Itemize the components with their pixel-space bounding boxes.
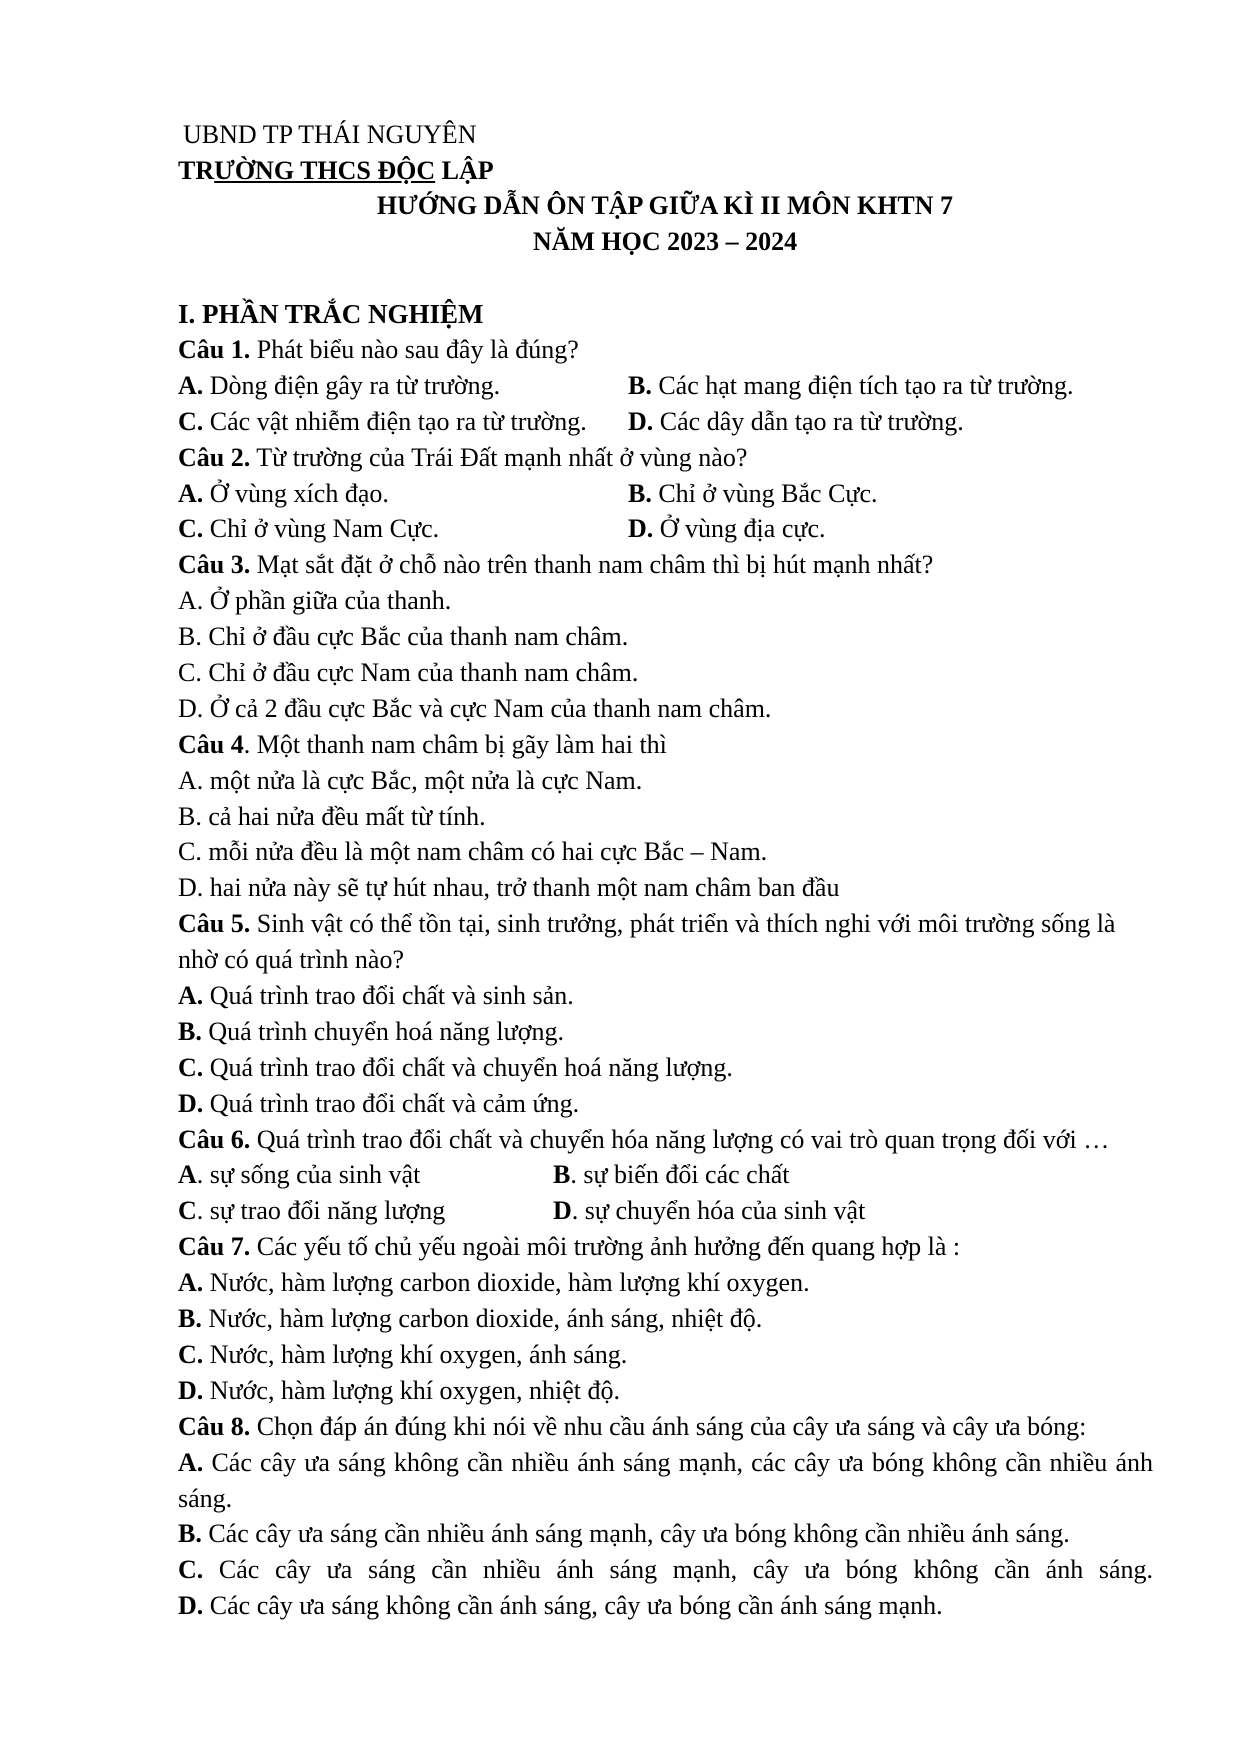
header-org: UBND TP THÁI NGUYÊN [183, 120, 477, 149]
option-label: A. [178, 1447, 204, 1477]
option-d: D. hai nửa này sẽ tự hút nhau, trở thanh một nam châm ban đầu [178, 873, 840, 903]
option-c [178, 1196, 445, 1225]
questions [178, 332, 1153, 1624]
option-a [178, 1160, 420, 1189]
option-label: A. [178, 370, 204, 400]
option-text: Các vật nhiễm điện tạo ra từ trường. [203, 406, 587, 436]
option-c [178, 1552, 1153, 1588]
option-label: C. [178, 1555, 204, 1585]
option-text: Dòng điện gây ra từ trường. [203, 370, 501, 400]
option-text: . sự chuyển hóa của sinh vật [571, 1196, 866, 1226]
option-text: Nước, hàm lượng khí oxygen, ánh sáng. [203, 1339, 628, 1369]
school-pre: TR [178, 156, 215, 185]
option-text: Quá trình trao đổi chất và sinh sản. [203, 981, 574, 1011]
question-number: Câu 6. [178, 1124, 251, 1154]
option-label: D. [628, 514, 654, 544]
option-b [628, 476, 878, 512]
option-a [178, 479, 389, 508]
question-2 [178, 440, 1153, 476]
option-text: Các dây dẫn tạo ra từ trường. [653, 406, 964, 436]
option-row [178, 476, 1153, 512]
option-label: B. [178, 1016, 202, 1046]
option-a: A. một nửa là cực Bắc, một nửa là cực Nam. [178, 765, 643, 795]
option-label: B. [178, 1304, 202, 1334]
question-number: Câu 8. [178, 1411, 251, 1441]
option-c: C. mỗi nửa đều là một nam châm có hai cực Bắc – Nam. [178, 837, 768, 867]
option-label: A. [178, 981, 204, 1011]
question-5 [178, 906, 1153, 942]
option-text: Chỉ ở vùng Nam Cực. [203, 514, 440, 544]
option-label: A. [178, 478, 204, 508]
option-c [178, 407, 587, 436]
option-text: . sự sống của sinh vật [196, 1160, 421, 1190]
option-text: Nước, hàm lượng carbon dioxide, hàm lượng khí oxygen. [203, 1268, 810, 1298]
option-a [178, 1265, 1153, 1301]
option-label: C. [178, 514, 204, 544]
option-label: C. [178, 406, 204, 436]
option-d [628, 404, 964, 440]
question-text: Từ trường của Trái Đất mạnh nhất ở vùng nào? [250, 442, 748, 472]
option-text: Ở vùng xích đạo. [203, 478, 389, 508]
question-text: Phát biểu nào sau đây là đúng? [250, 335, 579, 364]
option-d [628, 511, 826, 547]
option-text: Chỉ ở vùng Bắc Cực. [651, 478, 878, 508]
option-label: A [178, 1160, 197, 1190]
question-3 [178, 547, 1153, 583]
option-row [178, 511, 1153, 547]
option-label: D. [178, 1088, 204, 1118]
option-text: Các cây ưa sáng cần nhiều ánh sáng mạnh, cây ưa bóng không cần nhiều ánh sáng. [201, 1519, 1070, 1549]
header-school [178, 154, 494, 188]
option-text: Quá trình chuyển hoá năng lượng. [201, 1016, 564, 1046]
option-d [178, 1086, 1153, 1122]
section-heading: I. PHẦN TRẮC NGHIỆM [178, 299, 484, 329]
option-text: Nước, hàm lượng khí oxygen, nhiệt độ. [203, 1375, 621, 1405]
option-label: C. [178, 1052, 204, 1082]
option-label: C. [178, 1339, 204, 1369]
option-row [178, 404, 1153, 440]
option-label: B [553, 1160, 571, 1190]
option-a: A. Ở phần giữa của thanh. [178, 586, 452, 616]
school-year: NĂM HỌC 2023 – 2024 [532, 227, 798, 256]
option-b [178, 1516, 1153, 1552]
option-row [178, 368, 1153, 404]
question-text: Quá trình trao đổi chất và chuyển hóa năng lượng có vai trò quan trọng đối với … [250, 1124, 1110, 1154]
option-c [178, 1337, 1153, 1373]
option-label: B. [628, 370, 652, 400]
question-text: Các yếu tố chủ yếu ngoài môi trường ảnh hưởng đến quang hợp là : [250, 1232, 961, 1262]
option-d [178, 1588, 1153, 1624]
option-c [178, 1050, 1153, 1086]
question-1 [178, 332, 1153, 368]
question-4 [178, 727, 1153, 763]
option-text: Ở vùng địa cực. [653, 514, 826, 544]
option-a [178, 978, 1153, 1014]
option-label: B. [178, 1519, 202, 1549]
question-text-continued: nhờ có quá trình nào? [178, 945, 405, 975]
option-label: D [553, 1196, 572, 1226]
option-d: D. Ở cả 2 đầu cực Bắc và cực Nam của thanh nam châm. [178, 693, 772, 723]
option-c [178, 514, 439, 543]
question-number: Câu 3. [178, 550, 251, 580]
question-text: . Một thanh nam châm bị gãy làm hai thì [243, 729, 667, 759]
question-number: Câu 7. [178, 1232, 251, 1262]
option-b [628, 368, 1074, 404]
option-label: B. [628, 478, 652, 508]
school-underlined: ƯỜNG THCS ĐỘC [214, 156, 436, 185]
option-text: . sự trao đổi năng lượng [196, 1196, 446, 1226]
option-a [178, 1445, 1153, 1481]
option-text: Các cây ưa sáng không cần nhiều ánh sáng mạnh, các cây ưa bóng không cần nhiều ánh [203, 1447, 1153, 1477]
option-a-continued: sáng. [178, 1483, 233, 1513]
option-b: B. cả hai nửa đều mất từ tính. [178, 801, 486, 831]
option-label: D. [628, 406, 654, 436]
option-b: B. Chỉ ở đầu cực Bắc của thanh nam châm. [178, 622, 629, 652]
option-text: Nước, hàm lượng carbon dioxide, ánh sáng, nhiệt độ. [201, 1304, 763, 1334]
question-number: Câu 1. [178, 335, 251, 364]
option-label: C [178, 1196, 197, 1226]
option-d [178, 1373, 1153, 1409]
option-text: Các cây ưa sáng không cần ánh sáng, cây ưa bóng cần ánh sáng mạnh. [203, 1591, 943, 1621]
question-7 [178, 1229, 1153, 1265]
option-d [553, 1193, 865, 1229]
question-number: Câu 4 [178, 729, 244, 759]
option-c: C. Chỉ ở đầu cực Nam của thanh nam châm. [178, 658, 639, 688]
option-b [178, 1301, 1153, 1337]
question-text: Mạt sắt đặt ở chỗ nào trên thanh nam châm thì bị hút mạnh nhất? [250, 550, 934, 580]
question-number: Câu 5. [178, 909, 251, 939]
question-8 [178, 1409, 1153, 1445]
option-label: A. [178, 1268, 204, 1298]
option-label: D. [178, 1375, 204, 1405]
option-b [553, 1157, 789, 1193]
option-text: . sự biến đổi các chất [570, 1160, 790, 1190]
option-row [178, 1157, 1153, 1193]
option-row [178, 1193, 1153, 1229]
option-text: Các hạt mang điện tích tạo ra từ trường. [651, 370, 1074, 400]
question-text: Chọn đáp án đúng khi nói về nhu cầu ánh sáng của cây ưa sáng và cây ưa bóng: [250, 1411, 1087, 1441]
option-a [178, 371, 500, 400]
document-title: HƯỚNG DẪN ÔN TẬP GIỮA KÌ II MÔN KHTN 7 [376, 191, 954, 220]
option-text: Quá trình trao đổi chất và chuyển hoá năng lượng. [203, 1052, 733, 1082]
option-b [178, 1014, 1153, 1050]
option-label: D. [178, 1591, 204, 1621]
option-text: Quá trình trao đổi chất và cảm ứng. [203, 1088, 580, 1118]
question-number: Câu 2. [178, 442, 251, 472]
question-text: Sinh vật có thể tồn tại, sinh trưởng, phát triển và thích nghi với môi trường sống là [250, 909, 1116, 939]
option-text: Các cây ưa sáng cần nhiều ánh sáng mạnh, cây ưa bóng không cần ánh sáng. [203, 1555, 1153, 1585]
question-6 [178, 1122, 1153, 1158]
school-post: LẬP [435, 156, 494, 185]
